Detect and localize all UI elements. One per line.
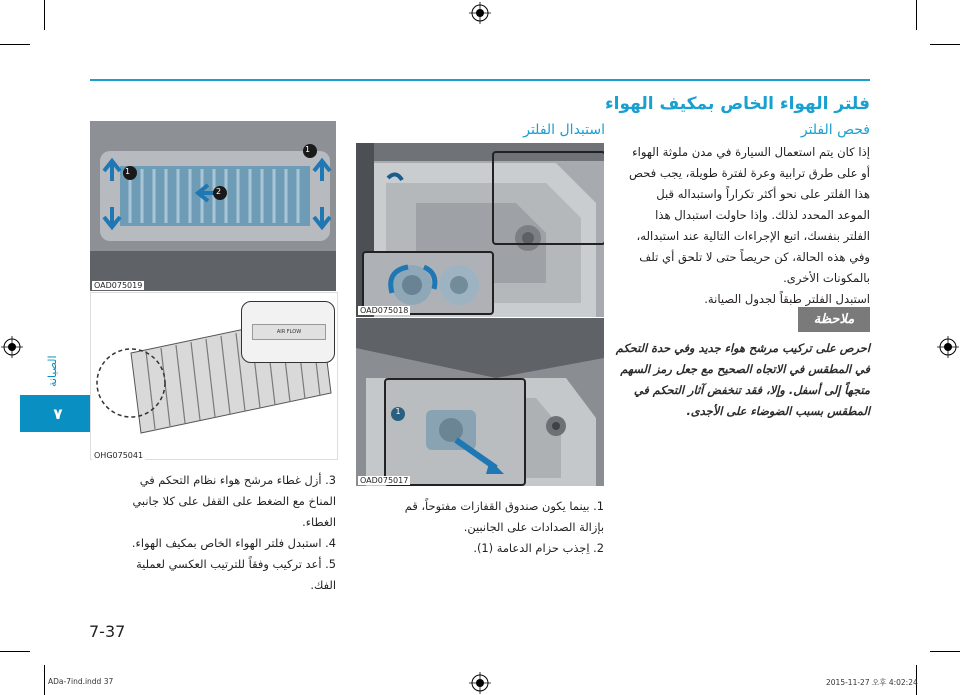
registration-target-icon	[469, 672, 491, 694]
filter-housing-figure	[90, 121, 336, 291]
registration-target-icon	[469, 2, 491, 24]
zoom-inset	[241, 301, 335, 363]
text-line: إذا كان يتم استعمال السيارة في مدن ملوثة الهواء	[632, 145, 870, 159]
page-title: فلتر الهواء الخاص بمكيف الهواء	[604, 94, 870, 114]
note-line: متجهاً إلى أسفل. وإلا، فقد تنخفض آثار التحكم في	[633, 383, 870, 397]
replace-heading: استبدال الفلتر	[523, 122, 605, 138]
crop-mark	[44, 665, 45, 695]
note-line: المطقس بسبب الضوضاء على الأجدى.	[686, 404, 870, 418]
figure-code: OAD075017	[360, 476, 409, 485]
callout-number: 1	[125, 167, 131, 176]
filter-label: AIR FLOW	[252, 324, 326, 340]
text-line: الفلتر بنفسك، اتبع الإجراءات التالية عند استبداله،	[636, 229, 870, 243]
step-line: 2. اِجذب حزام الدعامة (1).	[473, 541, 604, 555]
note-text	[600, 338, 870, 422]
note-label: ملاحظة	[798, 307, 870, 332]
registration-target-icon	[937, 336, 959, 358]
text-line: استبدل الفلتر طبقاً لجدول الصيانة.	[704, 292, 870, 306]
crop-mark	[0, 44, 30, 45]
damper-clip-illustration	[364, 253, 492, 313]
step-line: 3. أزل غطاء مرشح هواء نظام التحكم في	[139, 473, 336, 487]
zoom-inset	[492, 151, 604, 245]
note-line: احرص على تركيب مرشح هواء جديد وفي حدة التحكم	[615, 341, 870, 355]
crop-mark	[930, 651, 960, 652]
figure-code: OAD075018	[360, 306, 409, 315]
figure-code: OHG075041	[94, 451, 144, 460]
glovebox-figure	[356, 143, 604, 317]
chapter-label: الصيانة	[46, 355, 59, 387]
crop-mark	[916, 0, 917, 30]
inspect-heading: فحص الفلتر	[800, 122, 870, 138]
text-line: أو على طرق ترابية وعرة لفترة طويلة، يجب فحص	[628, 166, 870, 180]
note-line: في المطقس في الاتجاه الصحيح مع جعل رمز السهم	[620, 362, 870, 376]
callout-number: 1	[395, 407, 401, 416]
callout-number: 2	[216, 187, 222, 196]
step-line: 4. استبدل فلتر الهواء الخاص بمكيف الهواء.	[131, 536, 336, 550]
text-line: هذا الفلتر على نحو أكثر تكراراً واستبداله قبل	[656, 187, 870, 201]
filter-housing-illustration	[90, 121, 336, 291]
crop-mark	[0, 651, 30, 652]
page-number: 7-37	[89, 622, 126, 641]
footer-filename: ADa-7ind.indd 37	[48, 677, 114, 686]
registration-target-icon	[1, 336, 23, 358]
damper-strap-illustration	[386, 380, 524, 484]
chapter-tab: ٧	[20, 395, 96, 432]
steps-mid	[356, 496, 604, 559]
figure-code: OAD075019	[94, 281, 143, 290]
header-rule	[90, 79, 870, 81]
text-line: وفي هذه الحالة، كن حريصاً حتى لا تلحق أي تلف	[639, 250, 870, 264]
zoom-inset	[384, 378, 526, 486]
callout-number: 1	[305, 145, 311, 154]
step-line: 5. أعد تركيب وفقاً للترتيب العكسي لعملية	[136, 557, 336, 571]
crop-mark	[930, 44, 960, 45]
footer-date: 2015-11-27 오후 4:02:24	[826, 678, 918, 687]
step-line: 1. بينما يكون صندوق القفازات مفتوحاً، قم	[404, 499, 604, 513]
glovebox-open-figure	[356, 318, 604, 486]
steps-left	[90, 470, 336, 596]
inspect-text	[600, 142, 870, 310]
filter-element-figure	[90, 292, 338, 460]
text-line: بالمكونات الأخرى.	[783, 271, 870, 285]
step-line: الغطاء.	[302, 515, 336, 529]
step-line: الفك.	[310, 578, 336, 592]
text-line: الموعد المحدد لذلك. وإذا حاولت استبدال هذا	[655, 208, 870, 222]
crop-mark	[44, 0, 45, 30]
step-line: المناخ مع الضغط على القفل على كلا جانبي	[132, 494, 336, 508]
step-line: بإزالة الصدادات على الجانبين.	[463, 520, 604, 534]
